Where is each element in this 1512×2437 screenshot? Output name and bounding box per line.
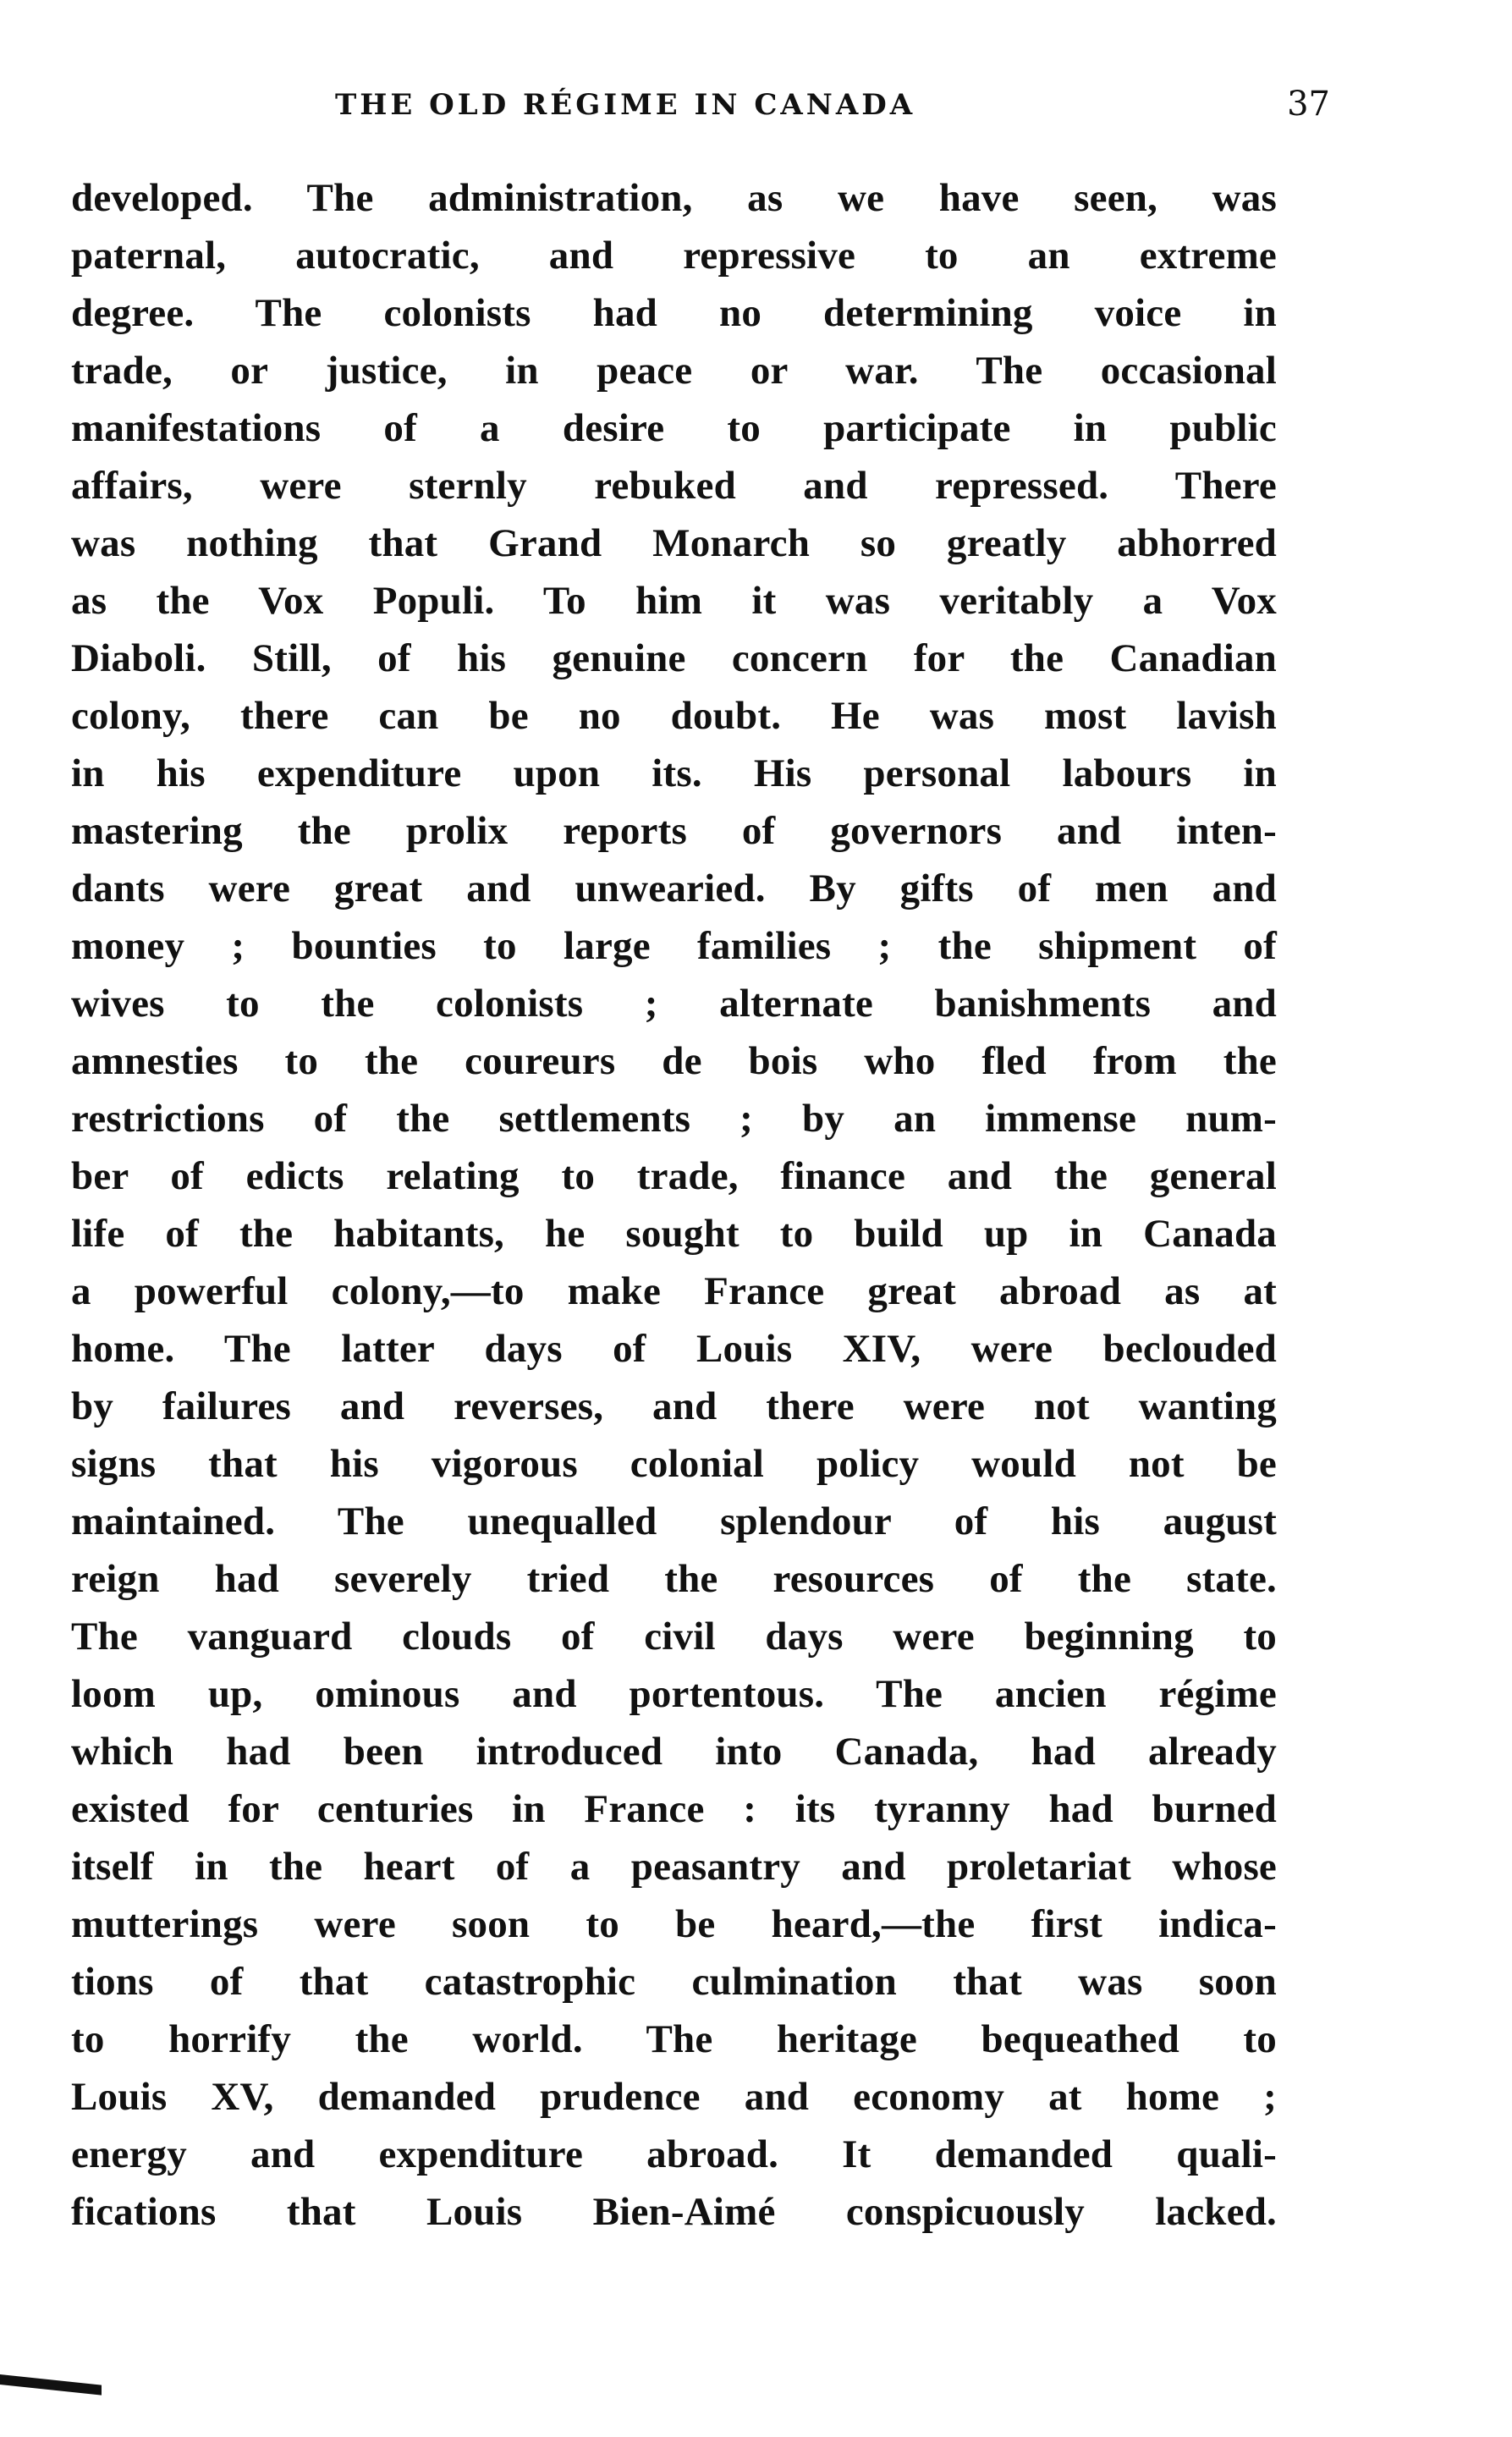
text-line: was nothing that Grand Monarch so greatly abhorred bbox=[71, 521, 1277, 565]
text-line: mutterings were soon to be heard,—the first indica- bbox=[71, 1902, 1277, 1946]
text-line: in his expenditure upon its. His personal labours in bbox=[71, 751, 1277, 795]
text-line: amnesties to the coureurs de bois who fled from the bbox=[71, 1039, 1277, 1083]
text-line: loom up, ominous and portentous. The ancien régime bbox=[71, 1672, 1277, 1716]
text-line: existed for centuries in France : its tyranny had burned bbox=[71, 1787, 1277, 1831]
text-line: degree. The colonists had no determining voice in bbox=[71, 291, 1277, 335]
text-line: fications that Louis Bien-Aimé conspicuously lacked. bbox=[71, 2190, 1277, 2234]
text-line: a powerful colony,—to make France great abroad as at bbox=[71, 1269, 1277, 1313]
text-line: manifestations of a desire to participate in public bbox=[71, 406, 1277, 450]
text-line: developed. The administration, as we have seen, was bbox=[71, 176, 1277, 220]
text-line: reign had severely tried the resources of the state. bbox=[71, 1557, 1277, 1601]
body-text bbox=[71, 169, 1277, 2241]
text-line: dants were great and unwearied. By gifts of men and bbox=[71, 866, 1277, 910]
text-line: mastering the prolix reports of governors and inten- bbox=[71, 809, 1277, 853]
page-number: 37 bbox=[1287, 85, 1330, 124]
text-line: by failures and reverses, and there were not wanting bbox=[71, 1384, 1277, 1428]
text-line: Diaboli. Still, of his genuine concern for the Canadian bbox=[71, 636, 1277, 680]
text-line: ber of edicts relating to trade, finance and the general bbox=[71, 1154, 1277, 1198]
text-line: restrictions of the settlements ; by an immense num- bbox=[71, 1097, 1277, 1141]
text-line: to horrify the world. The heritage bequeathed to bbox=[71, 2017, 1277, 2061]
text-line: The vanguard clouds of civil days were beginning to bbox=[71, 1615, 1277, 1659]
text-line: trade, or justice, in peace or war. The occasional bbox=[71, 349, 1277, 393]
text-line: life of the habitants, he sought to build up in Canada bbox=[71, 1212, 1277, 1256]
running-head: THE OLD RÉGIME IN CANADA bbox=[335, 88, 916, 122]
text-line: Louis XV, demanded prudence and economy at home ; bbox=[71, 2075, 1277, 2119]
text-line: as the Vox Populi. To him it was veritably a Vox bbox=[71, 579, 1277, 623]
text-line: affairs, were sternly rebuked and repressed. There bbox=[71, 464, 1277, 508]
text-line: tions of that catastrophic culmination that was soon bbox=[71, 1960, 1277, 2004]
text-line: paternal, autocratic, and repressive to an extreme bbox=[71, 234, 1277, 278]
text-line: colony, there can be no doubt. He was most lavish bbox=[71, 694, 1277, 738]
text-line: home. The latter days of Louis XIV, were beclouded bbox=[71, 1327, 1277, 1371]
text-line: wives to the colonists ; alternate banishments and bbox=[71, 982, 1277, 1026]
text-line: itself in the heart of a peasantry and proletariat whose bbox=[71, 1845, 1277, 1889]
text-line: maintained. The unequalled splendour of his august bbox=[71, 1499, 1277, 1543]
text-line: which had been introduced into Canada, had already bbox=[71, 1730, 1277, 1774]
text-line: money ; bounties to large families ; the shipment of bbox=[71, 924, 1277, 968]
text-line: signs that his vigorous colonial policy would not be bbox=[71, 1442, 1277, 1486]
scan-edge-mark bbox=[0, 2374, 102, 2396]
text-line: energy and expenditure abroad. It demanded quali- bbox=[71, 2132, 1277, 2176]
